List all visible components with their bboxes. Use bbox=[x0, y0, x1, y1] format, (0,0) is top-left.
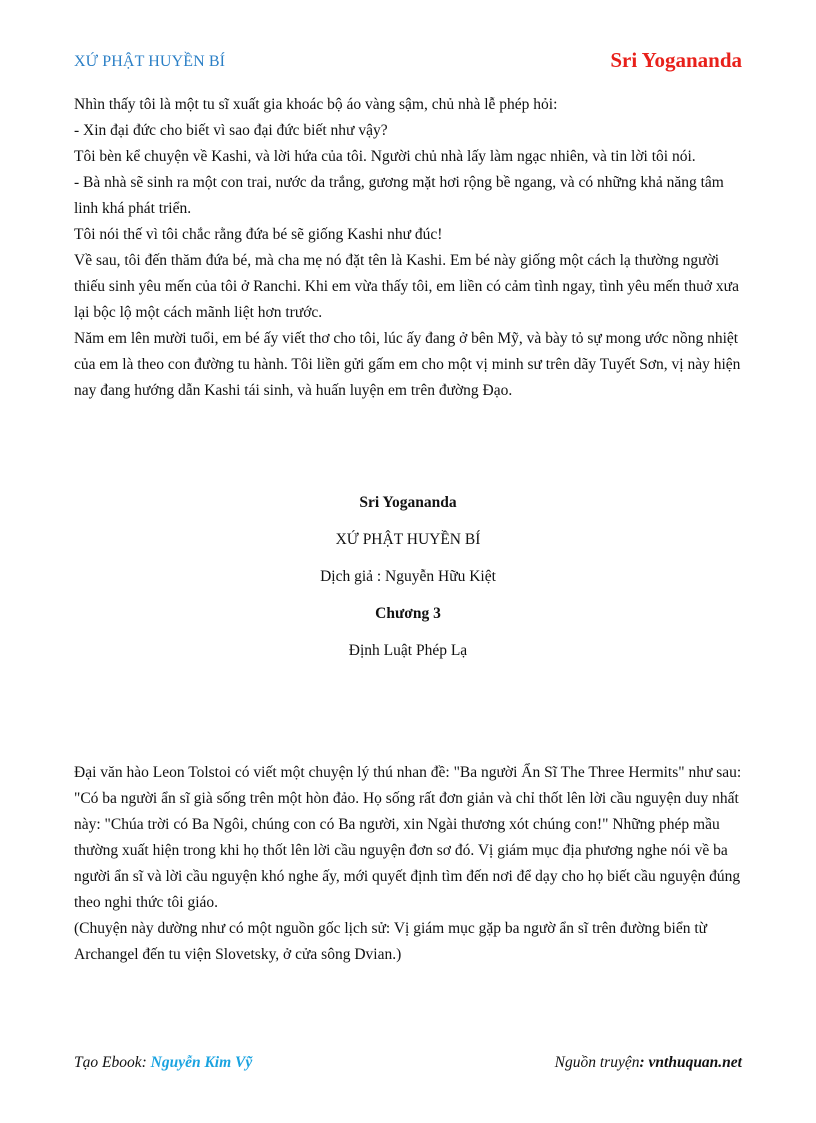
title-author: Sri Yogananda bbox=[359, 494, 457, 511]
title-translator: Dịch giả : Nguyễn Hữu Kiệt bbox=[320, 568, 496, 585]
ebook-creator: Nguyễn Kim Vỹ bbox=[150, 1054, 253, 1071]
source-credit bbox=[555, 1054, 742, 1072]
paragraph: - Bà nhà sẽ sinh ra một con trai, nước da trắng, gương mặt hơi rộng bề ngang, và có những khả năng tâm linh khá phát triển. bbox=[74, 174, 724, 217]
page-header bbox=[74, 48, 742, 76]
paragraph: "Có ba người ẩn sĩ già sống trên một hòn đảo. Họ sống rất đơn giản và chỉ thốt lên lời cầu nguyện duy nhất này: "Chúa trời có Ba Ngôi, chúng con có Ba người, xin Ngài thương xót chúng con!" Những phép mầu thường xuất hiện trong khi họ thốt lên lời cầu nguyện đơn sơ đó. Vị giám mục địa phương nghe nói về ba người ẩn sĩ và lời cầu nguyện khó nghe ấy, mới quyết định tìm đến nơi để dạy cho họ biết cầu nguyện đúng theo nghi thức tôi giáo. bbox=[74, 790, 741, 911]
chapter-title: Định Luật Phép Lạ bbox=[348, 642, 468, 659]
paragraph: - Xin đại đức cho biết vì sao đại đức biết như vậy? bbox=[74, 122, 388, 139]
paragraph: Về sau, tôi đến thăm đứa bé, mà cha mẹ nó đặt tên là Kashi. Em bé này giống một cách lạ thường người thiếu sinh yêu mến của tôi ở Ranchi. Khi em vừa thấy tôi, em liền có cảm tình ngay, tình yêu mến thuở xưa lại bộc lộ một cách mãnh liệt hơn trước. bbox=[74, 252, 739, 321]
paragraph: Tôi nói thế vì tôi chắc rằng đứa bé sẽ giống Kashi như đúc! bbox=[74, 226, 443, 243]
paragraph: Tôi bèn kể chuyện về Kashi, và lời hứa của tôi. Người chủ nhà lấy làm ngạc nhiên, và tin lời tôi nói. bbox=[74, 148, 696, 165]
paragraph: (Chuyện này dường như có một nguồn gốc lịch sử: Vị giám mục gặp ba ngườ ẩn sĩ trên đường biển từ Archangel đến tu viện Slovetsky, ở cửa sông Dvian.) bbox=[74, 920, 708, 963]
paragraph: Nhìn thấy tôi là một tu sĩ xuất gia khoác bộ áo vàng sậm, chủ nhà lễ phép hỏi: bbox=[74, 96, 558, 113]
source-separator: : bbox=[639, 1054, 649, 1071]
page-footer bbox=[74, 1054, 742, 1078]
paragraph: Đại văn hào Leon Tolstoi có viết một chuyện lý thú nhan đề: "Ba người Ẩn Sĩ The Three Hermits" như sau: bbox=[74, 764, 742, 781]
paragraph: Năm em lên mười tuổi, em bé ấy viết thơ cho tôi, lúc ấy đang ở bên Mỹ, và bày tỏ sự mong ước nồng nhiệt của em là theo con đường tu hành. Tôi liền gửi gấm em cho một vị minh sư trên dãy Tuyết Sơn, vị này hiện nay đang hướng dẫn Kashi tái sinh, và huấn luyện em trên đường Đạo. bbox=[74, 330, 741, 399]
source-label: Nguồn truyện bbox=[554, 1054, 640, 1071]
ebook-credit bbox=[74, 1054, 252, 1072]
chapter-title-block bbox=[0, 490, 816, 675]
running-book-title: XỨ PHẬT HUYỀN BÍ bbox=[74, 53, 226, 70]
chapter-body bbox=[74, 760, 746, 968]
ebook-separator: : bbox=[141, 1054, 151, 1071]
source-site: vnthuquan.net bbox=[648, 1054, 742, 1071]
chapter-number: Chương 3 bbox=[375, 605, 441, 622]
running-author-name: Sri Yogananda bbox=[610, 48, 742, 72]
title-book: XỨ PHẬT HUYỀN BÍ bbox=[335, 531, 481, 548]
story-continuation bbox=[74, 92, 746, 404]
ebook-label: Tạo Ebook bbox=[74, 1054, 142, 1071]
